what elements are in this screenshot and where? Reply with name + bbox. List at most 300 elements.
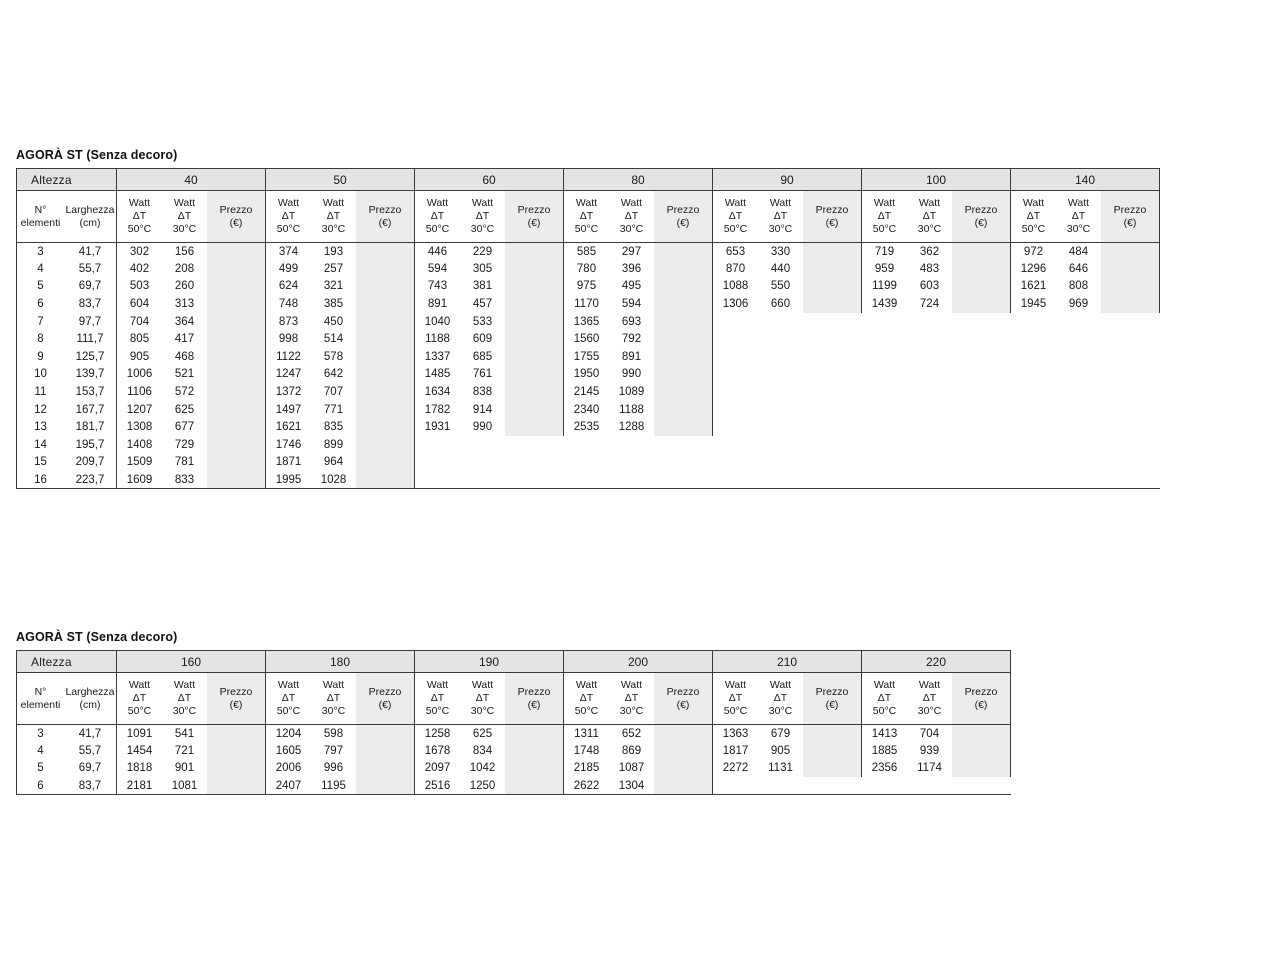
cell-watt30 xyxy=(758,418,803,436)
col-header-watt30-80: Watt ΔT 30°C xyxy=(619,197,644,235)
table-row xyxy=(17,383,1160,401)
cell-watt30 xyxy=(907,454,952,472)
cell-watt30 xyxy=(609,454,654,472)
col-header-watt30-100: Watt ΔT 30°C xyxy=(917,197,942,235)
cell-watt30: 1087 xyxy=(618,762,645,775)
col-header-watt30-190: Watt ΔT 30°C xyxy=(470,679,495,717)
cell-watt30: 1304 xyxy=(618,779,645,792)
cell-watt50: 1170 xyxy=(564,295,610,313)
col-header-watt50-140: Watt ΔT 50°C xyxy=(1011,191,1057,243)
cell-prezzo xyxy=(803,295,862,313)
cell-prezzo xyxy=(207,471,266,489)
cell-prezzo xyxy=(505,330,564,348)
cell-watt30: 990 xyxy=(621,368,642,381)
cell-prezzo xyxy=(505,436,564,454)
cell-n-elementi: 6 xyxy=(17,295,65,313)
cell-prezzo xyxy=(803,760,862,778)
cell-larghezza: 55,7 xyxy=(78,262,102,275)
cell-prezzo xyxy=(952,418,1011,436)
cell-watt30 xyxy=(1056,366,1101,384)
cell-watt30: 781 xyxy=(174,456,195,469)
cell-watt50: 2185 xyxy=(564,760,610,778)
cell-watt50: 1247 xyxy=(266,366,312,384)
cell-watt50: 1306 xyxy=(713,295,759,313)
cell-n-elementi: 9 xyxy=(17,348,65,366)
cell-watt50: 2407 xyxy=(266,777,312,795)
cell-watt30: 484 xyxy=(1068,245,1089,258)
cell-prezzo xyxy=(952,260,1011,278)
cell-prezzo xyxy=(654,383,713,401)
col-header-watt30-90: Watt ΔT 30°C xyxy=(768,197,793,235)
cell-watt50: 1413 xyxy=(862,725,908,743)
height-header-220: 220 xyxy=(862,651,1011,673)
cell-watt50: 1950 xyxy=(564,366,610,384)
cell-watt50: 604 xyxy=(117,295,163,313)
table-row xyxy=(17,348,1160,366)
col-header-watt30-210: Watt ΔT 30°C xyxy=(768,679,793,717)
cell-watt30: 364 xyxy=(174,315,195,328)
cell-watt50: 1372 xyxy=(266,383,312,401)
height-header-80: 80 xyxy=(564,169,713,191)
cell-watt30: 321 xyxy=(323,280,344,293)
col-header-prezzo-200: Prezzo (€) xyxy=(654,673,713,725)
cell-watt50: 594 xyxy=(415,260,461,278)
cell-watt30 xyxy=(758,330,803,348)
cell-prezzo xyxy=(803,260,862,278)
cell-watt50 xyxy=(862,436,908,454)
cell-prezzo xyxy=(654,725,713,743)
cell-prezzo xyxy=(207,760,266,778)
cell-watt50: 1871 xyxy=(266,454,312,472)
cell-n-elementi: 8 xyxy=(17,330,65,348)
cell-watt30: 724 xyxy=(919,298,940,311)
price-table-block-1 xyxy=(16,148,1160,489)
cell-watt30: 939 xyxy=(919,744,940,757)
cell-prezzo xyxy=(356,243,415,261)
col-header-watt50-210: Watt ΔT 50°C xyxy=(713,673,759,725)
cell-prezzo xyxy=(654,401,713,419)
cell-prezzo xyxy=(803,366,862,384)
cell-watt30 xyxy=(1056,418,1101,436)
cell-n-elementi: 3 xyxy=(17,725,65,743)
cell-watt50: 1748 xyxy=(564,742,610,760)
cell-watt30: 797 xyxy=(323,744,344,757)
cell-watt30 xyxy=(758,401,803,419)
cell-watt50: 1746 xyxy=(266,436,312,454)
cell-watt50: 1817 xyxy=(713,742,759,760)
table-row xyxy=(17,366,1160,384)
cell-watt50 xyxy=(415,471,461,489)
cell-watt30: 229 xyxy=(472,245,493,258)
cell-prezzo xyxy=(207,260,266,278)
cell-prezzo xyxy=(952,436,1011,454)
altezza-label: Altezza xyxy=(17,169,117,191)
cell-watt50 xyxy=(713,366,759,384)
cell-watt50: 1337 xyxy=(415,348,461,366)
cell-watt30: 541 xyxy=(174,727,195,740)
cell-watt50: 624 xyxy=(266,278,312,296)
cell-prezzo xyxy=(1101,436,1160,454)
cell-watt50: 402 xyxy=(117,260,163,278)
cell-watt30 xyxy=(907,383,952,401)
height-header-160: 160 xyxy=(117,651,266,673)
cell-n-elementi: 6 xyxy=(17,777,65,795)
cell-prezzo xyxy=(505,313,564,331)
col-header-watt50-100: Watt ΔT 50°C xyxy=(862,191,908,243)
cell-prezzo xyxy=(654,760,713,778)
cell-watt50 xyxy=(415,436,461,454)
cell-watt50 xyxy=(1011,471,1057,489)
cell-larghezza: 125,7 xyxy=(75,350,105,363)
height-header-200: 200 xyxy=(564,651,713,673)
cell-watt30 xyxy=(460,436,505,454)
cell-watt50: 1311 xyxy=(564,725,610,743)
col-header-watt30-50: Watt ΔT 30°C xyxy=(321,197,346,235)
cell-n-elementi: 4 xyxy=(17,742,65,760)
table-row xyxy=(17,295,1160,313)
cell-watt50: 1040 xyxy=(415,313,461,331)
cell-watt50: 805 xyxy=(117,330,163,348)
cell-watt30: 990 xyxy=(472,421,493,434)
table-row xyxy=(17,471,1160,489)
altezza-label: Altezza xyxy=(17,651,117,673)
cell-watt30 xyxy=(609,436,654,454)
cell-prezzo xyxy=(1101,383,1160,401)
cell-watt50: 1678 xyxy=(415,742,461,760)
cell-watt50: 1365 xyxy=(564,313,610,331)
cell-n-elementi: 5 xyxy=(17,760,65,778)
cell-prezzo xyxy=(654,348,713,366)
cell-prezzo xyxy=(356,454,415,472)
cell-watt30 xyxy=(1056,383,1101,401)
col-header-watt30-180: Watt ΔT 30°C xyxy=(321,679,346,717)
table-row xyxy=(17,401,1160,419)
cell-prezzo xyxy=(505,418,564,436)
cell-prezzo xyxy=(803,348,862,366)
cell-prezzo xyxy=(803,454,862,472)
cell-watt50: 2340 xyxy=(564,401,610,419)
cell-watt30: 792 xyxy=(621,333,642,346)
cell-watt50: 1204 xyxy=(266,725,312,743)
cell-watt30 xyxy=(1056,471,1101,489)
cell-watt30: 1089 xyxy=(618,386,645,399)
cell-watt30: 1131 xyxy=(768,762,793,775)
cell-prezzo xyxy=(803,471,862,489)
col-header-watt50-50: Watt ΔT 50°C xyxy=(266,191,312,243)
col-header-watt50-40: Watt ΔT 50°C xyxy=(117,191,163,243)
col-header-prezzo-60: Prezzo (€) xyxy=(505,191,564,243)
cell-watt50: 891 xyxy=(415,295,461,313)
height-header-190: 190 xyxy=(415,651,564,673)
cell-watt50: 1782 xyxy=(415,401,461,419)
col-header-prezzo-160: Prezzo (€) xyxy=(207,673,266,725)
table-row xyxy=(17,330,1160,348)
cell-prezzo xyxy=(654,366,713,384)
cell-prezzo xyxy=(952,777,1011,795)
cell-prezzo xyxy=(1101,313,1160,331)
price-table xyxy=(16,168,1160,489)
cell-larghezza: 167,7 xyxy=(75,403,105,416)
cell-watt30: 385 xyxy=(323,298,344,311)
cell-watt30 xyxy=(1056,454,1101,472)
col-header-prezzo-80: Prezzo (€) xyxy=(654,191,713,243)
cell-watt30 xyxy=(907,313,952,331)
cell-prezzo xyxy=(1101,471,1160,489)
cell-watt50 xyxy=(1011,366,1057,384)
cell-watt50: 1885 xyxy=(862,742,908,760)
cell-watt50 xyxy=(862,401,908,419)
cell-watt50: 1296 xyxy=(1011,260,1057,278)
cell-prezzo xyxy=(356,777,415,795)
cell-watt30: 550 xyxy=(770,280,791,293)
cell-watt50: 1122 xyxy=(266,348,312,366)
cell-prezzo xyxy=(654,330,713,348)
cell-prezzo xyxy=(207,278,266,296)
cell-watt50 xyxy=(1011,383,1057,401)
cell-watt50: 1609 xyxy=(117,471,163,489)
cell-prezzo xyxy=(654,471,713,489)
cell-watt30 xyxy=(907,366,952,384)
cell-larghezza: 153,7 xyxy=(75,386,105,399)
cell-larghezza: 97,7 xyxy=(78,315,102,328)
cell-watt30: 625 xyxy=(174,403,195,416)
cell-prezzo xyxy=(952,295,1011,313)
cell-watt30 xyxy=(758,436,803,454)
height-header-180: 180 xyxy=(266,651,415,673)
price-table-block-2 xyxy=(16,630,1011,795)
cell-watt50 xyxy=(415,454,461,472)
cell-watt30: 521 xyxy=(174,368,195,381)
cell-watt30 xyxy=(1056,348,1101,366)
cell-prezzo xyxy=(207,330,266,348)
cell-prezzo xyxy=(654,313,713,331)
cell-prezzo xyxy=(952,330,1011,348)
cell-prezzo xyxy=(207,418,266,436)
cell-watt50: 780 xyxy=(564,260,610,278)
col-header-watt50-180: Watt ΔT 50°C xyxy=(266,673,312,725)
cell-watt50 xyxy=(713,401,759,419)
cell-watt50 xyxy=(713,436,759,454)
cell-watt30 xyxy=(1056,330,1101,348)
cell-watt30: 193 xyxy=(323,245,344,258)
cell-larghezza: 41,7 xyxy=(78,727,102,740)
cell-watt30: 598 xyxy=(323,727,344,740)
height-header-210: 210 xyxy=(713,651,862,673)
col-header-prezzo-220: Prezzo (€) xyxy=(952,673,1011,725)
cell-prezzo xyxy=(952,243,1011,261)
col-header-watt50-220: Watt ΔT 50°C xyxy=(862,673,908,725)
cell-watt50: 748 xyxy=(266,295,312,313)
cell-prezzo xyxy=(952,742,1011,760)
cell-prezzo xyxy=(356,471,415,489)
cell-prezzo xyxy=(803,383,862,401)
cell-watt30: 677 xyxy=(174,421,195,434)
cell-watt50 xyxy=(862,330,908,348)
cell-prezzo xyxy=(803,278,862,296)
cell-watt50 xyxy=(713,313,759,331)
cell-watt50 xyxy=(862,418,908,436)
cell-watt50: 1188 xyxy=(415,330,461,348)
cell-prezzo xyxy=(1101,418,1160,436)
cell-prezzo xyxy=(207,383,266,401)
cell-prezzo xyxy=(356,313,415,331)
cell-prezzo xyxy=(356,725,415,743)
cell-watt30: 1188 xyxy=(619,403,644,416)
cell-watt30: 1250 xyxy=(469,779,496,792)
cell-prezzo xyxy=(952,760,1011,778)
height-header-90: 90 xyxy=(713,169,862,191)
cell-watt50: 975 xyxy=(564,278,610,296)
cell-watt50: 585 xyxy=(564,243,610,261)
cell-watt50: 1818 xyxy=(117,760,163,778)
cell-n-elementi: 4 xyxy=(17,260,65,278)
col-header-watt50-90: Watt ΔT 50°C xyxy=(713,191,759,243)
cell-prezzo xyxy=(952,278,1011,296)
cell-watt30: 899 xyxy=(323,438,344,451)
cell-watt50: 1088 xyxy=(713,278,759,296)
col-header-watt30-200: Watt ΔT 30°C xyxy=(619,679,644,717)
col-header-watt50-200: Watt ΔT 50°C xyxy=(564,673,610,725)
cell-prezzo xyxy=(1101,295,1160,313)
cell-prezzo xyxy=(952,725,1011,743)
cell-watt30 xyxy=(758,777,803,795)
cell-watt30: 1288 xyxy=(618,421,645,434)
cell-prezzo xyxy=(356,436,415,454)
cell-prezzo xyxy=(654,777,713,795)
cell-watt50 xyxy=(862,313,908,331)
cell-n-elementi: 13 xyxy=(17,418,65,436)
table-row xyxy=(17,454,1160,472)
cell-prezzo xyxy=(505,348,564,366)
cell-watt30: 603 xyxy=(919,280,940,293)
cell-watt30: 1081 xyxy=(171,779,198,792)
cell-watt50 xyxy=(713,454,759,472)
cell-n-elementi: 10 xyxy=(17,366,65,384)
header-row-altezza xyxy=(17,651,1011,673)
cell-watt50 xyxy=(713,471,759,489)
cell-prezzo xyxy=(803,418,862,436)
cell-watt50: 870 xyxy=(713,260,759,278)
cell-watt50: 1497 xyxy=(266,401,312,419)
cell-watt50: 1199 xyxy=(862,278,908,296)
cell-watt50 xyxy=(1011,436,1057,454)
cell-prezzo xyxy=(654,436,713,454)
cell-watt30 xyxy=(758,454,803,472)
cell-prezzo xyxy=(356,348,415,366)
cell-watt50: 2006 xyxy=(266,760,312,778)
cell-watt50: 1408 xyxy=(117,436,163,454)
cell-watt30: 362 xyxy=(919,245,940,258)
cell-prezzo xyxy=(356,366,415,384)
cell-prezzo xyxy=(505,383,564,401)
cell-watt30: 514 xyxy=(323,333,344,346)
cell-watt30: 729 xyxy=(174,438,195,451)
cell-prezzo xyxy=(505,278,564,296)
cell-watt30: 652 xyxy=(621,727,642,740)
cell-watt50: 1621 xyxy=(266,418,312,436)
cell-prezzo xyxy=(952,366,1011,384)
col-header-prezzo-190: Prezzo (€) xyxy=(505,673,564,725)
cell-watt50: 743 xyxy=(415,278,461,296)
cell-prezzo xyxy=(207,454,266,472)
cell-watt30: 1028 xyxy=(320,473,347,486)
cell-prezzo xyxy=(207,243,266,261)
cell-watt30: 468 xyxy=(174,350,195,363)
cell-larghezza: 195,7 xyxy=(75,438,105,451)
height-header-100: 100 xyxy=(862,169,1011,191)
cell-prezzo xyxy=(356,742,415,760)
cell-prezzo xyxy=(1101,348,1160,366)
cell-watt30: 440 xyxy=(770,262,791,275)
cell-larghezza: 209,7 xyxy=(75,456,105,469)
cell-prezzo xyxy=(654,260,713,278)
cell-prezzo xyxy=(505,401,564,419)
cell-watt50: 1509 xyxy=(117,454,163,472)
col-header-watt50-190: Watt ΔT 50°C xyxy=(415,673,461,725)
cell-watt30: 330 xyxy=(770,245,791,258)
cell-watt50: 1931 xyxy=(415,418,461,436)
cell-watt30: 257 xyxy=(323,262,344,275)
cell-watt30: 901 xyxy=(174,762,195,775)
cell-watt30: 969 xyxy=(1068,298,1089,311)
col-header-prezzo-90: Prezzo (€) xyxy=(803,191,862,243)
cell-watt50 xyxy=(564,436,610,454)
table-row xyxy=(17,436,1160,454)
cell-watt30: 693 xyxy=(621,315,642,328)
cell-watt30: 578 xyxy=(323,350,344,363)
cell-prezzo xyxy=(207,313,266,331)
col-header-watt50-60: Watt ΔT 50°C xyxy=(415,191,461,243)
cell-prezzo xyxy=(803,313,862,331)
cell-prezzo xyxy=(505,760,564,778)
table-row xyxy=(17,725,1011,743)
cell-larghezza: 83,7 xyxy=(78,298,102,311)
cell-watt30 xyxy=(758,383,803,401)
cell-watt30 xyxy=(758,348,803,366)
cell-prezzo xyxy=(207,777,266,795)
col-header-watt30-160: Watt ΔT 30°C xyxy=(172,679,197,717)
cell-watt30 xyxy=(907,418,952,436)
cell-watt50 xyxy=(564,454,610,472)
cell-watt30: 905 xyxy=(770,744,791,757)
cell-prezzo xyxy=(505,777,564,795)
cell-watt30: 495 xyxy=(621,280,642,293)
cell-prezzo xyxy=(654,454,713,472)
price-table xyxy=(16,650,1011,795)
cell-prezzo xyxy=(1101,278,1160,296)
cell-prezzo xyxy=(803,243,862,261)
cell-n-elementi: 7 xyxy=(17,313,65,331)
cell-watt50: 1560 xyxy=(564,330,610,348)
cell-watt30: 914 xyxy=(472,403,493,416)
cell-watt50: 1454 xyxy=(117,742,163,760)
cell-watt50: 2145 xyxy=(564,383,610,401)
cell-watt30 xyxy=(460,454,505,472)
cell-watt30 xyxy=(758,366,803,384)
cell-watt30: 396 xyxy=(621,262,642,275)
cell-prezzo xyxy=(505,295,564,313)
cell-watt50 xyxy=(862,454,908,472)
cell-watt50 xyxy=(713,383,759,401)
col-header-larghezza: Larghezza (cm) xyxy=(65,685,115,711)
cell-n-elementi: 5 xyxy=(17,278,65,296)
cell-prezzo xyxy=(1101,401,1160,419)
col-header-watt30-140: Watt ΔT 30°C xyxy=(1066,197,1091,235)
col-header-watt50-160: Watt ΔT 50°C xyxy=(117,673,163,725)
cell-watt30 xyxy=(758,313,803,331)
cell-watt50 xyxy=(1011,313,1057,331)
cell-prezzo xyxy=(356,260,415,278)
